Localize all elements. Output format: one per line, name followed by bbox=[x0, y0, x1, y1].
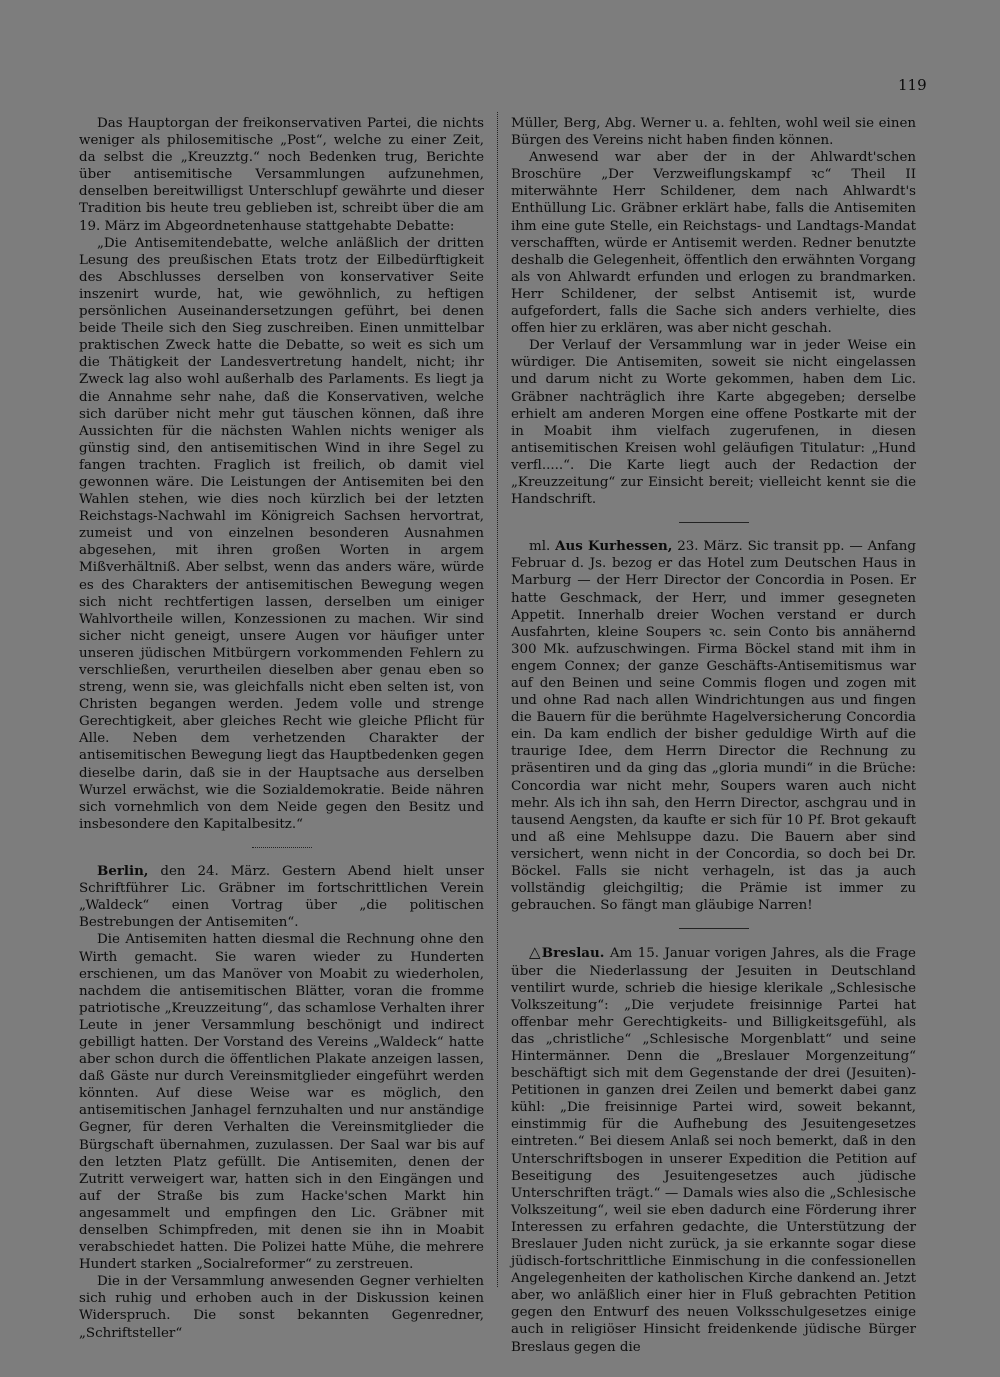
paragraph-breslau bbox=[511, 944, 916, 1355]
paragraph-berlin bbox=[79, 863, 484, 931]
paragraph-post-intro: Das Hauptorgan der freikonservativen Partei, die nichts weniger als philosemitische „Post“, welche zu einer Zeit, da selbst die „Kreuzztg.“ noch Bedenken trug, Berichte über antisemitische Versammlungen aufzunehmen, denselben bereitwilligst Unterschlupf gewährte und dieser Tradition bis heute treu geblieben ist, schreibt über die am 19. März im Abgeordnetenhause stattgehabte Debatte: bbox=[79, 116, 484, 234]
separator bbox=[511, 920, 916, 937]
page-number: 119 bbox=[898, 76, 927, 94]
breslau-text: Am 15. Januar vorigen Jahres, als die Frage über die Niederlassung der Jesuiten in Deutschland ventilirt wurde, schrieb die hiesige klerikale „Schlesische Volkszeitung“: „Die verjudete freisinnige Partei hat offenbar mehr Gerechtigkeits- und Billigkeitsgefühl, als das „christliche“ „Schlesische Morgenblatt“ und seine Hintermänner. Denn die „Breslauer Morgenzeitung“ beschäftigt sich mit dem Gegenstande der drei (Jesuiten)-Petitionen in ganzen drei Zeilen und bemerkt dabei ganz kühl: „Die freisinnige Partei wird, soweit bekannt, einstimmig für die Aufhebung des Jesuitengesetzes eintreten.“ Bei diesem Anlaß sei noch bemerkt, daß in den Unterschriftsbogen in unserer Expedition die Petition auf Beseitigung des Jesuitengesetzes auch jüdische Unterschriften trägt.“ — Damals wies also die „Schlesische Volkszeitung“, weil sie eben dadurch eine Förderung ihrer Interessen zu erfahren gedachte, die Unterstützung der Breslauer Juden nicht zurück, ja sie erkannte sogar diese jüdisch-fortschrittliche Einmischung in die confessionellen Angelegenheiten der katholischen Kirche dankend an. Jetzt aber, wo anläßlich einer hier in Fluß gebrachten Petition gegen den Entwurf des neuen Volksschulgesetzes einige auch in religiöser Hinsicht freidenkende jüdische Bürger Breslaus gegen die bbox=[511, 946, 916, 1355]
left-column bbox=[79, 115, 484, 1342]
triangle-mark-icon: △ bbox=[529, 943, 542, 962]
column-rule bbox=[497, 112, 499, 1287]
paragraph-kurhessen bbox=[511, 538, 916, 914]
berlin-text: den 24. März. Gestern Abend hielt unser Schriftführer Lic. Gräbner im fortschrittlichen Verein „Waldeck“ einen Vortrag über „die politischen Bestrebungen der Antisemiten“. bbox=[79, 864, 484, 931]
right-column bbox=[511, 115, 916, 1356]
author-mark: ml. bbox=[529, 539, 551, 555]
paragraph-post-quote: „Die Antisemitendebatte, welche anläßlich der dritten Lesung des preußischen Etats trotz der Eilbedürftigkeit des Abschlusses derselben von konservativer Seite inszenirt wurde, hat, wie gewöhnlich, zu heftigen persönlichen Auseinandersetzungen geführt, bei denen beide Theile sich den Sieg zuschreiben. Einen unmittelbar praktischen Zweck hatte die Debatte, so weit es sich um die Thätigkeit der Landesvertretung handelt, nicht; ihr Zweck lag also wohl außerhalb des Parlaments. Es liegt ja die Annahme sehr nahe, daß die Konservativen, welche sich darüber nicht mehr gut täuschen können, daß ihre Aussichten für die nächsten Wahlen nichts weniger als günstig sind, den antisemitischen Wind in ihre Segel zu fangen trachten. Fraglich ist freilich, ob damit viel gewonnen wäre. Die Leistungen der Antisemiten bei den Wahlen stehen, wie dies noch kürzlich bei der letzten Reichstags-Nachwahl im Königreich Sachsen hervortrat, zumeist und von einzelnen besonderen Ausnahmen abgesehen, mit ihren großen Worten in argem Mißverhältniß. Aber selbst, wenn das anders wäre, würde es des Charakters der antisemitischen Bewegung wegen sich nicht rechtfertigen lassen, derselben um einiger Wahlvortheile willen, Konzessionen zu machen. Wir sind sicher nicht geneigt, unsere Augen vor häufiger unter unseren jüdischen Mitbürgern vorkommenden Fehlern zu verschließen, verurtheilen dieselben aber genau eben so streng, wenn sie, was gleichfalls nicht eben selten ist, von Christen begangen werden. Jedem volle und strenge Gerechtigkeit, aber gleiches Recht wie gleiche Pflicht für Alle. Neben dem verhetzenden Charakter der antisemitischen Bewegung liegt das Hauptbedenken gegen dieselbe darin, daß sie in der Hauptsache aus derselben Wurzel erwächst, wie die Sozialdemokratie. Beide nähren sich vornehmlich von dem Neide gegen den Besitz und insbesondere den Kapitalbesitz.“ bbox=[79, 235, 484, 832]
dateline-breslau: Breslau. bbox=[541, 945, 605, 962]
paragraph-berlin-2: Die Antisemiten hatten diesmal die Rechnung ohne den Wirth gemacht. Sie waren wieder zu Hunderten erschienen, um das Manöver von Moabit zu wiederholen, nachdem die antisemitischen Blätter, voran die fromme patriotische „Kreuzzeitung“, das schamlose Verhalten ihrer Leute in jener Versammlung beschönigt und indirect gebilligt hatten. Der Vorstand des Vereins „Waldeck“ hatte aber schon durch die öffentlichen Plakate anzeigen lassen, daß Gäste nur durch Vereinsmitglieder eingeführt werden könnten. Auf diese Weise war es möglich, den antisemitischen Janhagel fernzuhalten und nur anständige Gegner, für deren Verhalten die Vereinsmitglieder die Bürgschaft übernahmen, zuzulassen. Der Saal war bis auf den letzten Platz gefüllt. Die Antisemiten, denen der Zutritt verweigert war, hatten sich in den Eingängen und auf der Straße bis zum Hacke'schen Markt hin angesammelt und empfingen den Lic. Gräbner mit denselben Schimpfreden, mit denen sie ihn in Moabit verabschiedet hatten. Die Polizei hatte Mühe, die mehrere Hundert starken „Socialreformer“ zu zerstreuen. bbox=[79, 932, 484, 1273]
paragraph-schildener: Anwesend war aber der in der Ahlwardt'schen Broschüre „Der Verzweiflungskampf ꝛc“ Theil II miterwähnte Herr Schildener, dem nach Ahlwardt's Enthüllung Lic. Gräbner erklärt habe, falls die Antisemiten ihm eine gute Stelle, ein Reichstags- und Landtags-Mandat verschafften, würde er Antisemit werden. Redner benutzte deshalb die Gelegenheit, öffentlich den erwähnten Vorgang als von Ahlwardt erfunden und erlogen zu brandmarken. Herr Schildener, der selbst Antisemit ist, wurde aufgefordert, falls die Sache sich anders verhielte, dies offen hier zu erklären, was aber nicht geschah. bbox=[511, 150, 916, 337]
separator bbox=[511, 514, 916, 531]
dateline-kurhessen: Aus Kurhessen, bbox=[555, 538, 673, 555]
paragraph-berlin-3: Die in der Versammlung anwesenden Gegner verhielten sich ruhig und erhoben auch in der Diskussion keinen Widerspruch. Die sonst bekannten Gegenredner, „Schriftsteller“ bbox=[79, 1274, 484, 1341]
paragraph-verlauf: Der Verlauf der Versammlung war in jeder Weise ein würdiger. Die Antisemiten, soweit sie nicht eingelassen und darum nicht zu Worte gekommen, haben dem Lic. Gräbner nachträglich ihre Karte abgegeben; derselbe erhielt am anderen Morgen eine offene Postkarte mit der in Moabit ihm vielfach zugerufenen, in diesen antisemitischen Kreisen wohl geläufigen Titulatur: „Hund verfl.....“. Die Karte liegt auch der Redaction der „Kreuzzeitung“ zur Einsicht bereit; vielleicht kennt sie die Handschrift. bbox=[511, 338, 916, 508]
separator bbox=[79, 839, 484, 856]
paragraph-continued: Müller, Berg, Abg. Werner u. a. fehlten, wohl weil sie einen Bürgen des Vereins nicht haben finden können. bbox=[511, 116, 916, 149]
kurhessen-text: 23. März. Sic transit pp. — Anfang Februar d. Js. bezog er das Hotel zum Deutschen Haus in Marburg — der Herr Director der Concordia in Posen. Er hatte Geschmack, der Herr, und immer gesegneten Appetit. Innerhalb dreier Wochen verstand er durch Ausfahrten, kleine Soupers ꝛc. sein Conto bis annähernd 300 Mk. aufzuschwingen. Firma Böckel stand mit ihm in engem Connex; der ganze Geschäfts-Antisemitismus war auf den Beinen und seine Commis flogen und zogen mit und ohne Rad nach allen Windrichtungen aus und fingen die Bauern für die berühmte Hagelversicherung Concordia ein. Da kam endlich der bisher geduldige Wirth auf die traurige Idee, dem Herrn Director die Rechnung zu präsentiren und da ging das „gloria mundi“ in die Brüche: Concordia war nicht mehr, Soupers waren auch nicht mehr. Als ich ihn sah, den Herrn Director, aschgrau und in tausend Aengsten, da kaufte er sich für 10 Pf. Brot gekauft und aß eine Mehlsuppe dazu. Die Bauern aber sind versichert, wenn nicht in der Concordia, so doch bei Dr. Böckel. Falls sie nicht verhageln, ist das ja auch vollständig gleichgiltig; die Prämie ist immer zu gebrauchen. So fängt man gläubige Narren! bbox=[511, 539, 917, 914]
dateline-berlin: Berlin, bbox=[97, 863, 149, 880]
